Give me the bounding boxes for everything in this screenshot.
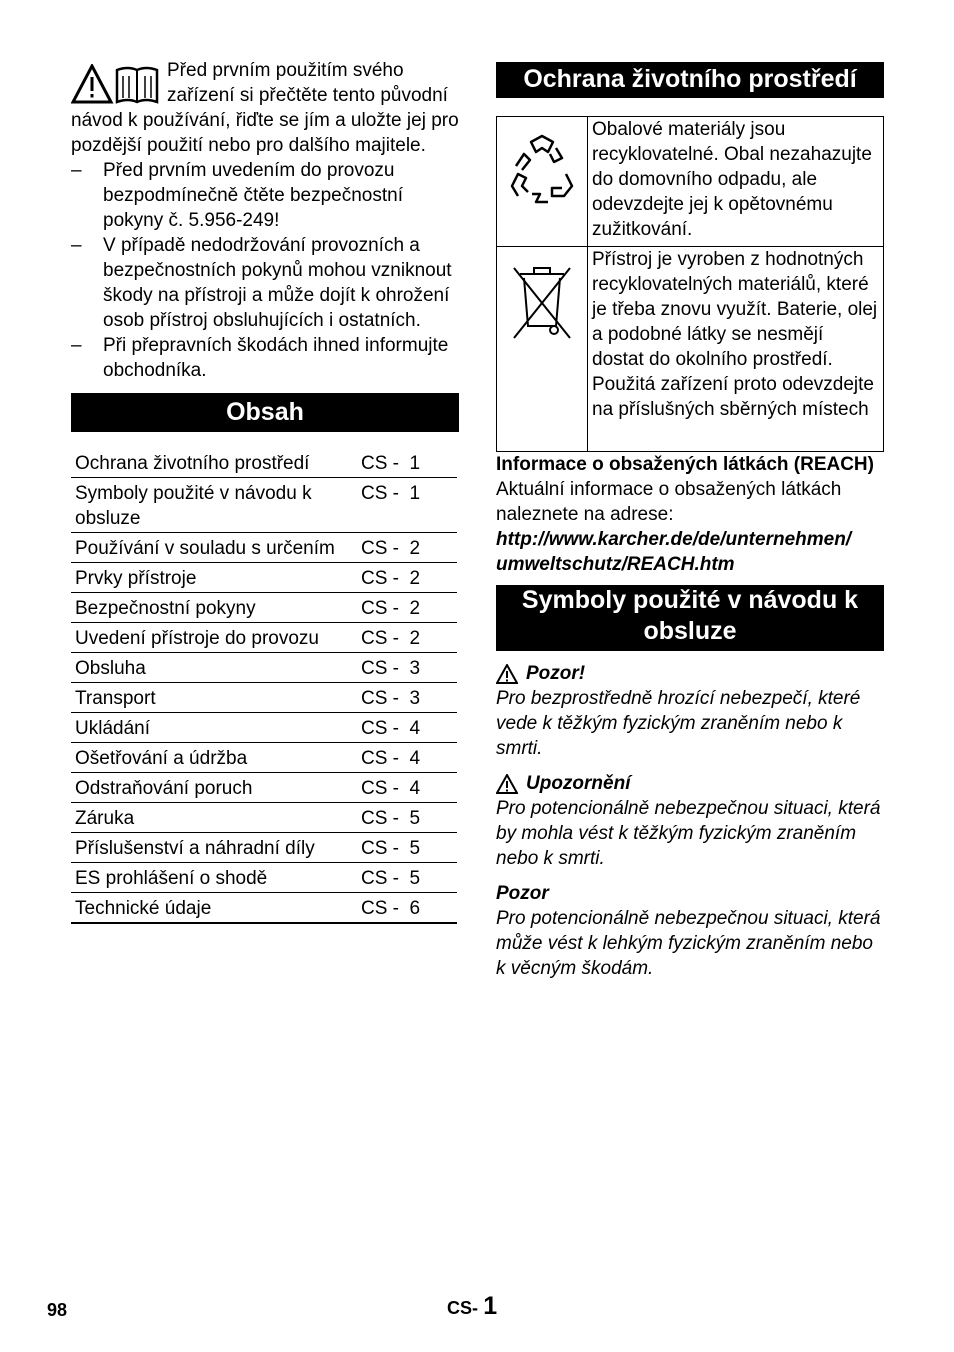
- toc-table: [71, 448, 457, 924]
- warning-manual-icon: [71, 64, 159, 108]
- toc-entry-page: CS - 5: [357, 803, 457, 833]
- toc-row[interactable]: [71, 893, 457, 924]
- toc-entry-page: CS - 3: [357, 683, 457, 713]
- signal-description: Pro potencionálně nebezpečnou situaci, která by mohla vést k těžkým fyzickým zraněním nebo k smrti.: [496, 798, 881, 869]
- toc-entry-label: Odstraňování poruch: [71, 773, 357, 803]
- toc-entry-label: Bezpečnostní pokyny: [71, 593, 357, 623]
- toc-row[interactable]: [71, 478, 457, 533]
- toc-entry-label: Ukládání: [71, 713, 357, 743]
- warning-icon: [496, 664, 518, 684]
- table-row: [497, 117, 884, 247]
- toc-row[interactable]: [71, 533, 457, 563]
- list-item: – Při přepravních škodách ihned informujte obchodníka.: [71, 333, 459, 383]
- intro-bullet-list: [71, 158, 459, 383]
- toc-entry-label: Ošetřování a údržba: [71, 743, 357, 773]
- symbols-heading: Symboly použité v návodu k obsluze: [496, 585, 884, 651]
- toc-row[interactable]: [71, 713, 457, 743]
- intro: [71, 58, 459, 158]
- toc-entry-page: CS - 2: [357, 533, 457, 563]
- toc-entry-label: ES prohlášení o shodě: [71, 863, 357, 893]
- intro-text: Před prvním použitím svého zařízení si přečtěte tento původní návod k používání, řiďte se jím a uložte jej pro pozdější použití nebo pro dalšího majitele.: [71, 60, 459, 156]
- table-row: [497, 247, 884, 452]
- signal-caution: [496, 881, 884, 906]
- right-column: [496, 62, 884, 981]
- signal-danger: [496, 661, 884, 686]
- toc-row[interactable]: [71, 448, 457, 478]
- toc-entry-page: CS - 6: [357, 893, 457, 924]
- signal-label: Pozor: [496, 883, 549, 904]
- toc-entry-page: CS - 3: [357, 653, 457, 683]
- toc-entry-label: Příslušenství a náhradní díly: [71, 833, 357, 863]
- list-item: – Před prvním uvedením do provozu bezpodmínečně čtěte bezpečnostní pokyny č. 5.956-249!: [71, 158, 459, 233]
- toc-row[interactable]: [71, 623, 457, 653]
- list-item: – V případě nedodržování provozních a bezpečnostních pokynů mohou vzniknout škody na přístroji a může dojít k ohrožení osob přístroj obsluhujících i ostatních.: [71, 233, 459, 333]
- toc-entry-page: CS - 2: [357, 593, 457, 623]
- toc-row[interactable]: [71, 863, 457, 893]
- toc-entry-label: Transport: [71, 683, 357, 713]
- environment-table: [496, 116, 884, 452]
- section-code-separator: -: [472, 1298, 479, 1318]
- toc-row[interactable]: [71, 683, 457, 713]
- reach-text: Aktuální informace o obsažených látkách naleznete na adrese:: [496, 479, 842, 525]
- toc-entry-label: Technické údaje: [71, 893, 357, 924]
- signal-warning: [496, 771, 884, 796]
- toc-entry-page: CS - 4: [357, 743, 457, 773]
- recycling-icon: [504, 132, 580, 208]
- toc-heading: Obsah: [71, 393, 459, 432]
- signal-label: Upozornění: [526, 773, 631, 794]
- toc-entry-label: Používání v souladu s určením: [71, 533, 357, 563]
- section-code: [447, 1294, 497, 1321]
- environment-heading: Ochrana životního prostředí: [496, 62, 884, 98]
- toc-entry-label: Symboly použité v návodu k obsluze: [71, 478, 357, 533]
- warning-icon: [496, 774, 518, 794]
- toc-entry-page: CS - 5: [357, 863, 457, 893]
- toc-entry-page: CS - 4: [357, 773, 457, 803]
- reach-link[interactable]: http://www.karcher.de/de/unternehmen/ umweltschutz/REACH.htm: [496, 529, 852, 575]
- signal-label: Pozor!: [526, 663, 586, 684]
- section-code-prefix: CS: [447, 1298, 473, 1318]
- environment-text-recycling: Obalové materiály jsou recyklovatelné. Obal nezahazujte do domovního odpadu, ale odevzdejte jej k opětovnému zužitkování.: [588, 117, 884, 247]
- crossed-bin-icon: [512, 260, 572, 342]
- page-number: 98: [47, 1300, 68, 1320]
- toc-entry-page: CS - 4: [357, 713, 457, 743]
- toc-row[interactable]: [71, 743, 457, 773]
- toc-entry-label: Uvedení přístroje do provozu: [71, 623, 357, 653]
- toc-row[interactable]: [71, 653, 457, 683]
- toc-entry-label: Ochrana životního prostředí: [71, 448, 357, 478]
- toc-entry-page: CS - 1: [357, 478, 457, 533]
- section-code-number: 1: [483, 1292, 498, 1320]
- toc-entry-label: Záruka: [71, 803, 357, 833]
- signal-description: Pro bezprostředně hrozící nebezpečí, které vede k těžkým fyzickým zraněním nebo k smrti.: [496, 688, 861, 759]
- toc-row[interactable]: [71, 773, 457, 803]
- toc-entry-label: Obsluha: [71, 653, 357, 683]
- toc-entry-page: CS - 5: [357, 833, 457, 863]
- environment-text-disposal: Přístroj je vyroben z hodnotných recyklovatelných materiálů, které je třeba znovu využít. Baterie, olej a podobné látky se nesmějí dostat do okolního prostředí. Použitá zařízení proto odevzdejte na příslušných sběrných místech: [588, 247, 884, 452]
- toc-entry-page: CS - 1: [357, 448, 457, 478]
- toc-entry-page: CS - 2: [357, 623, 457, 653]
- toc-row[interactable]: [71, 833, 457, 863]
- left-column: [71, 58, 459, 924]
- reach-heading: Informace o obsažených látkách (REACH): [496, 454, 874, 475]
- signal-description: Pro potencionálně nebezpečnou situaci, která může vést k lehkým fyzickým zraněním nebo k věcným škodám.: [496, 908, 881, 979]
- reach-section: [496, 452, 884, 577]
- toc-entry-label: Prvky přístroje: [71, 563, 357, 593]
- toc-entry-page: CS - 2: [357, 563, 457, 593]
- toc-row[interactable]: [71, 593, 457, 623]
- toc-row[interactable]: [71, 563, 457, 593]
- toc-row[interactable]: [71, 803, 457, 833]
